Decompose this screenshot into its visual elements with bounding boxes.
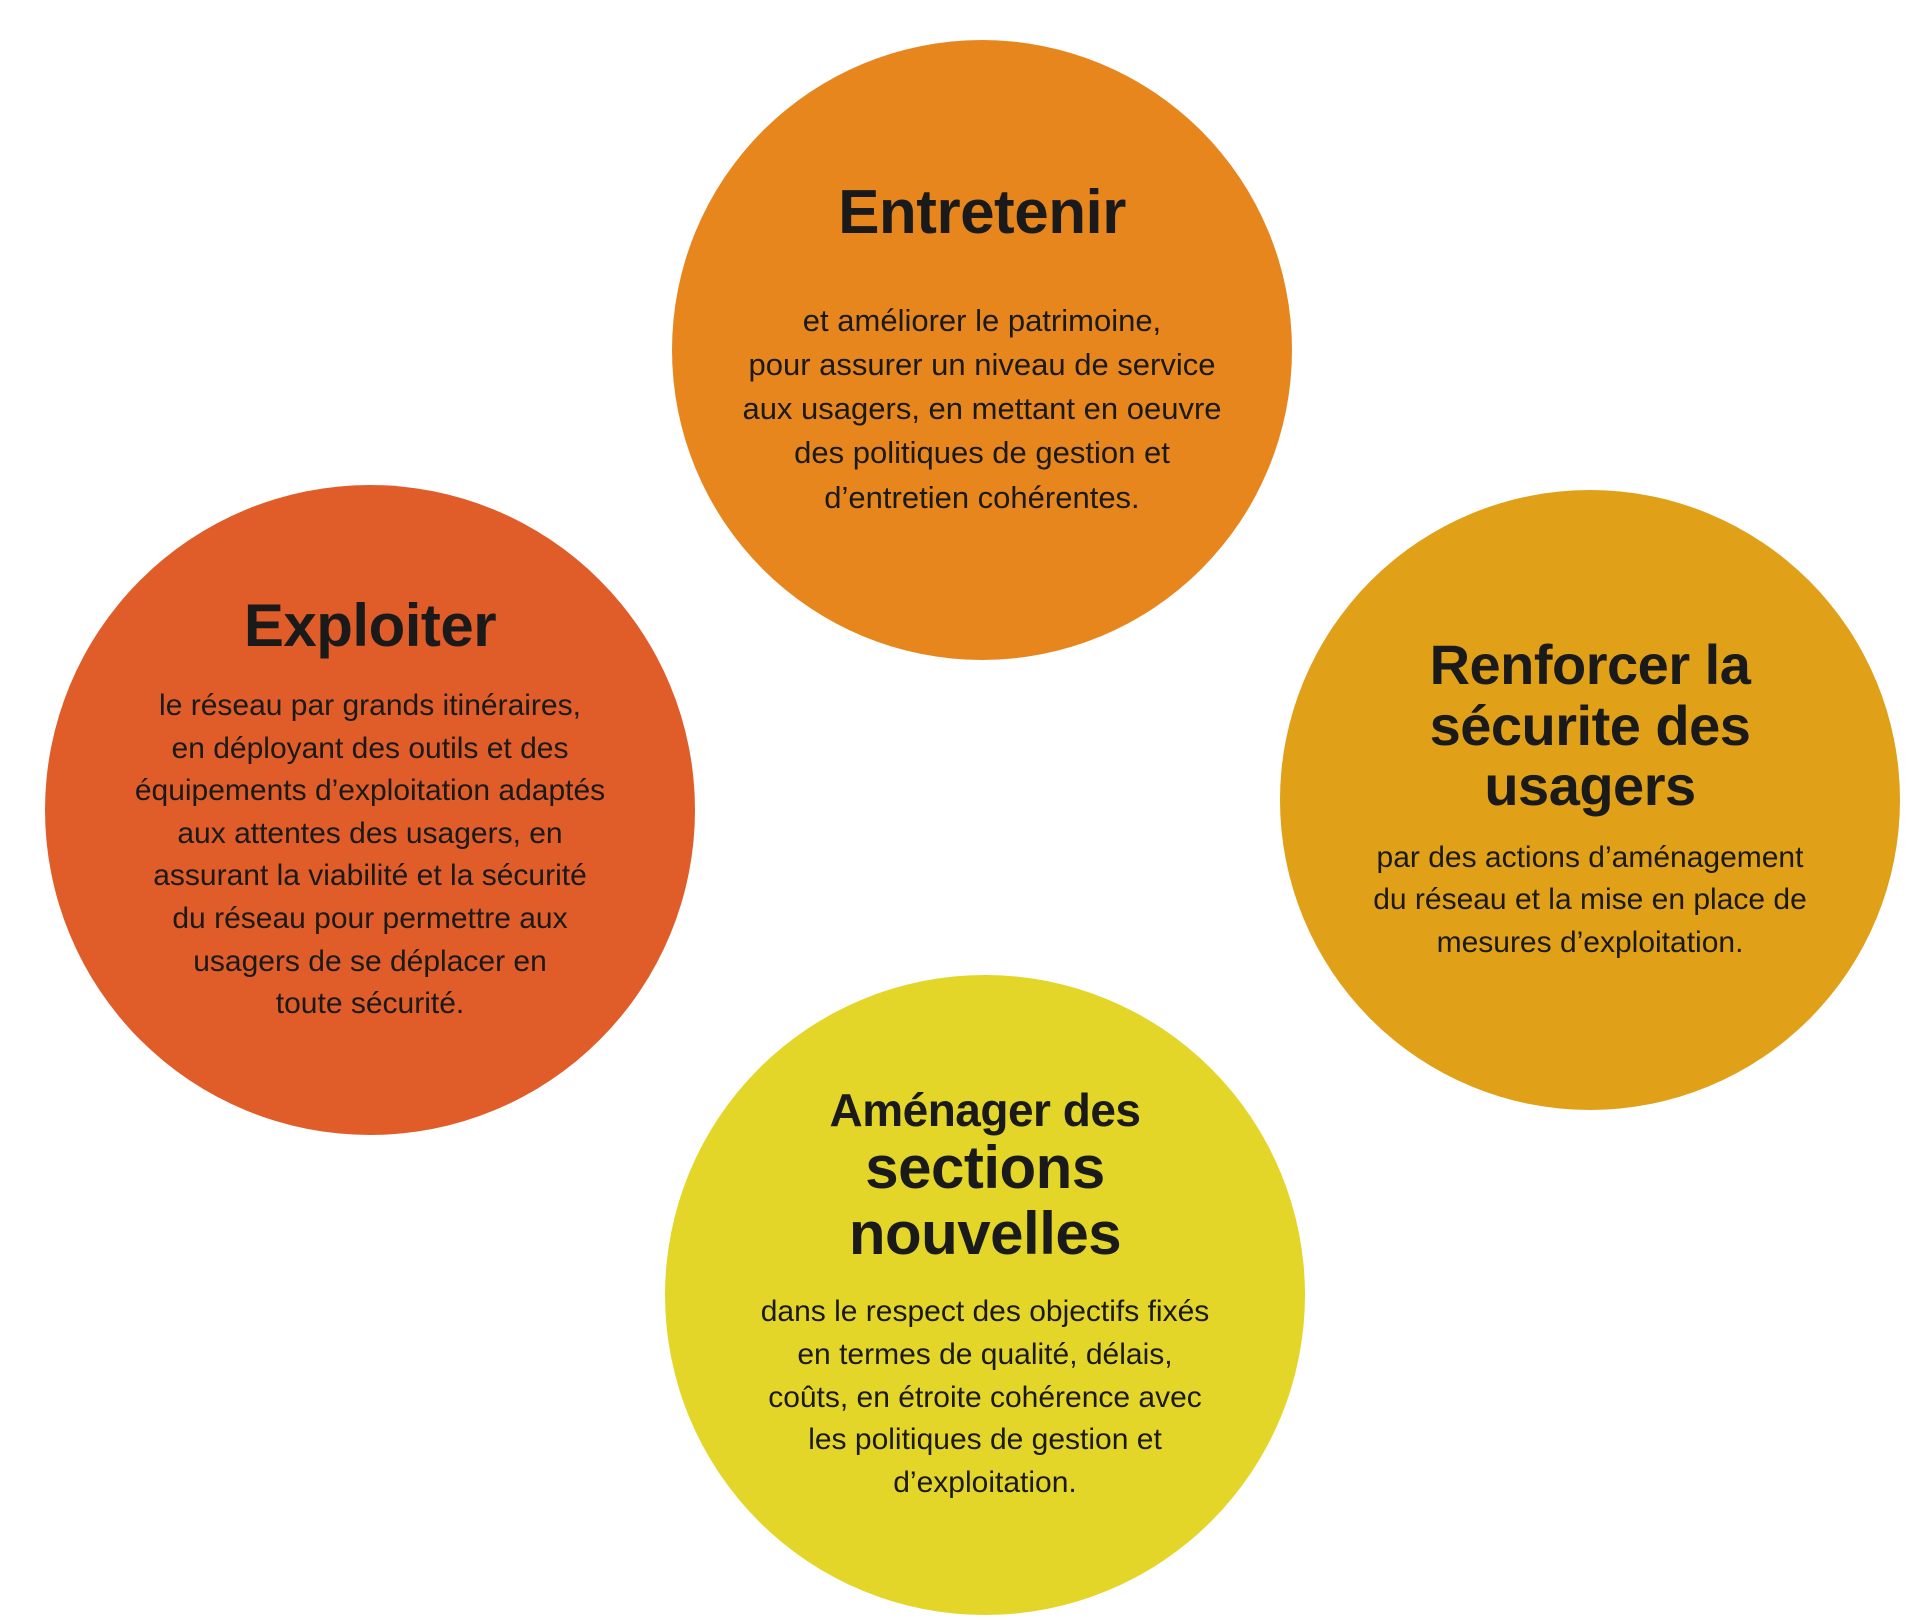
bubble-renforcer-body	[1373, 837, 1807, 965]
bubble-entretenir-body	[742, 299, 1221, 519]
text-line: assurant la viabilité et la sécurité	[153, 859, 587, 893]
text-line: mesures d’exploitation.	[1436, 926, 1744, 959]
text-line: dans le respect des objectifs fixés	[760, 1295, 1210, 1329]
text-line: d’exploitation.	[893, 1465, 1077, 1499]
text-line: en termes de qualité, délais,	[797, 1337, 1173, 1371]
text-line: par des actions d’aménagement	[1376, 840, 1804, 874]
bubble-renforcer-securite	[1280, 490, 1900, 1110]
bubble-exploiter-body	[135, 685, 605, 1026]
text-line: aux usagers, en mettant en oeuvre	[742, 391, 1222, 427]
text-line: en déployant des outils et des	[171, 731, 569, 765]
text-line: du réseau pour permettre aux	[172, 901, 568, 935]
text-line: usagers	[1484, 754, 1696, 818]
bubble-renforcer-title	[1430, 635, 1751, 816]
bubble-entretenir	[672, 40, 1292, 660]
text-line: Aménager des	[829, 1083, 1141, 1136]
bubble-entretenir-title: Entretenir	[838, 178, 1126, 248]
text-line: le réseau par grands itinéraires,	[159, 689, 581, 723]
bubble-amenager-body	[761, 1291, 1210, 1504]
text-line: aux attentes des usagers, en	[177, 816, 563, 850]
text-line: Renforcer la	[1429, 633, 1751, 697]
text-line: d’entretien cohérentes.	[824, 479, 1140, 515]
text-line: des politiques de gestion et	[794, 435, 1170, 471]
bubble-exploiter	[45, 485, 695, 1135]
text-line: usagers de se déplacer en	[193, 944, 547, 978]
text-line: nouvelles	[848, 1200, 1122, 1268]
text-line: du réseau et la mise en place de	[1373, 883, 1807, 917]
text-line: équipements d’exploitation adaptés	[134, 774, 606, 808]
bubble-amenager-title	[829, 1083, 1141, 1268]
text-line: coûts, en étroite cohérence avec	[768, 1380, 1202, 1414]
text-line: les politiques de gestion et	[808, 1423, 1162, 1457]
text-line: et améliorer le patrimoine,	[802, 303, 1162, 339]
bubble-exploiter-title: Exploiter	[243, 592, 497, 660]
text-line: sécurite des	[1429, 693, 1751, 757]
text-line: pour assurer un niveau de service	[748, 347, 1216, 383]
bubble-amenager-sections	[665, 975, 1305, 1615]
text-line: sections	[865, 1134, 1105, 1202]
text-line: toute sécurité.	[275, 987, 465, 1021]
